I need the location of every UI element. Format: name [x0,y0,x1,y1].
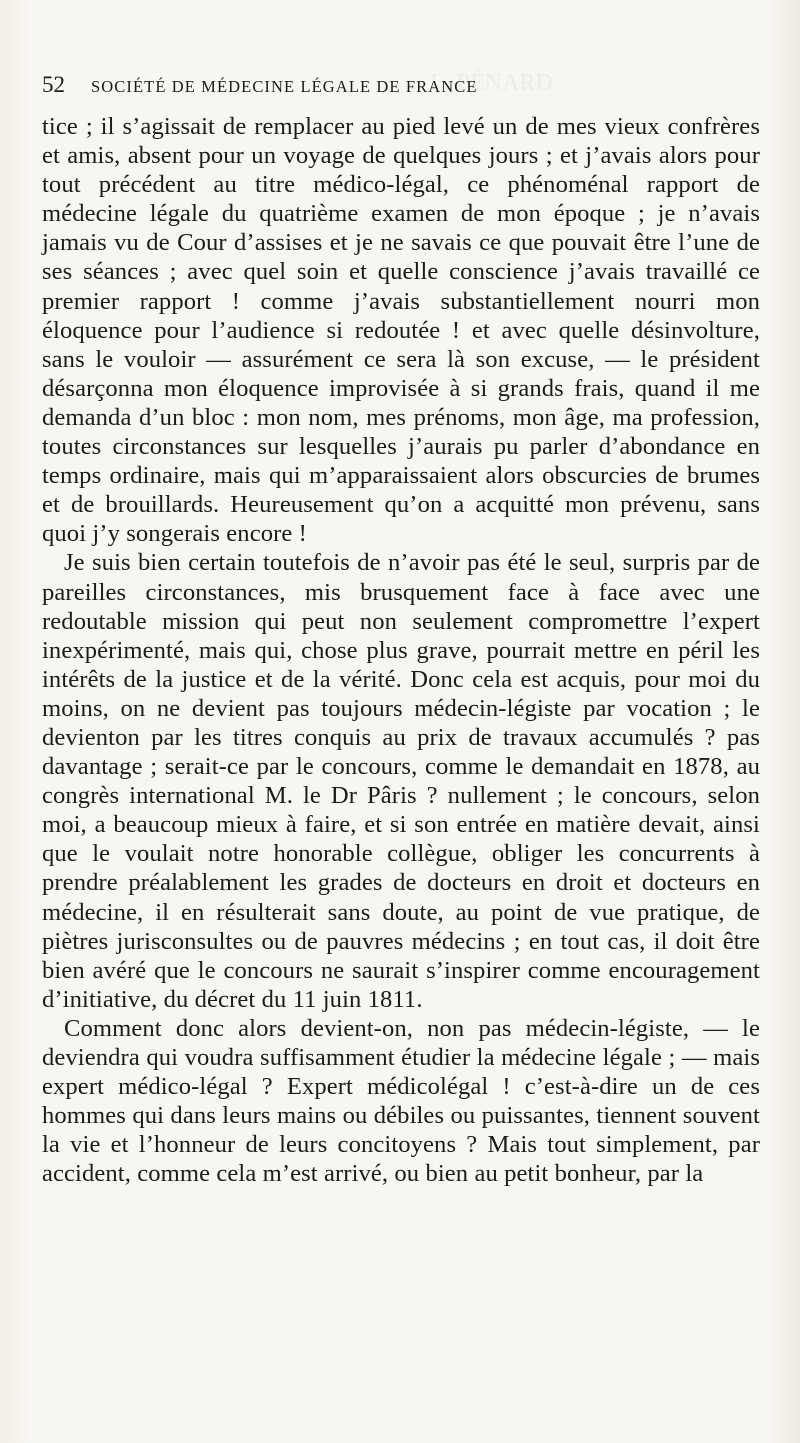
page-number: 52 [42,72,65,97]
paragraph-3: Comment donc alors devient-on, non pas médecin-légiste, — le deviendra qui voudra suffisamment étudier la médecine légale ; — mais expert médico-légal ? Expert médicolégal ! c’est-à-dire un de ces hommes qui dans leurs mains ou débiles ou puissantes, tiennent souvent la vie et l’honneur de leurs concitoyens ? Mais tout simplement, par accident, comme cela m’est arrivé, ou bien au petit bonheur, par la [42,1014,760,1188]
paragraph-2: Je suis bien certain toutefois de n’avoir pas été le seul, surpris par de pareilles circonstances, mis brusquement face à face avec une redoutable mission qui peut non seulement compromettre l’expert inexpérimenté, mais qui, chose plus grave, pourrait mettre en péril les intérêts de la justice et de la vérité. Donc cela est acquis, pour moi du moins, on ne devient pas toujours médecin-légiste par vocation ; le devienton par les titres conquis au prix de travaux accumulés ? pas davantage ; serait-ce par le concours, comme le demandait en 1878, au congrès international M. le Dr Pâris ? nullement ; le concours, selon moi, a beaucoup mieux à faire, et si son entrée en matière devait, ainsi que le voulait notre honorable collègue, obliger les concurrents à prendre préalablement les grades de docteurs en droit et docteurs en médecine, il en résulterait sans doute, au point de vue pratique, de piètres jurisconsultes ou de pauvres médecins ; en tout cas, il doit être bien avéré que le concours ne saurait s’inspirer comme encouragement d’initiative, du décret du 11 juin 1811. [42,549,760,1013]
paragraph-1: tice ; il s’agissait de remplacer au pied levé un de mes vieux confrères et amis, absent pour un voyage de quelques jours ; et j’avais alors pour tout précédent au titre médico-légal, ce phénoménal rapport de médecine légale du quatrième examen de mon époque ; je n’avais jamais vu de Cour d’assises et je ne savais ce que pouvait être l’une de ses séances ; avec quel soin et quelle conscience j’avais travaillé ce premier rapport ! comme j’avais substantiellement nourri mon éloquence pour l’audience si redoutée ! et avec quelle désinvolture, sans le vouloir — assurément ce sera là son excuse, — le président désarçonna mon éloquence improvisée à si grands frais, quand il me demanda d’un bloc : mon nom, mes prénoms, mon âge, ma profession, toutes circonstances sur lesquelles j’aurais pu parler d’abondance en temps ordinaire, mais qui m’apparaissaient alors obscurcies de brumes et de brouillards. Heureusement qu’on a acquitté mon prévenu, sans quoi j’y songerais encore ! [42,113,760,548]
running-head: SOCIÉTÉ DE MÉDECINE LÉGALE DE FRANCE [91,77,478,96]
page-header [42,72,760,106]
body-text [42,112,760,1188]
bleed-through-text: L. PÉNARD [430,70,553,96]
